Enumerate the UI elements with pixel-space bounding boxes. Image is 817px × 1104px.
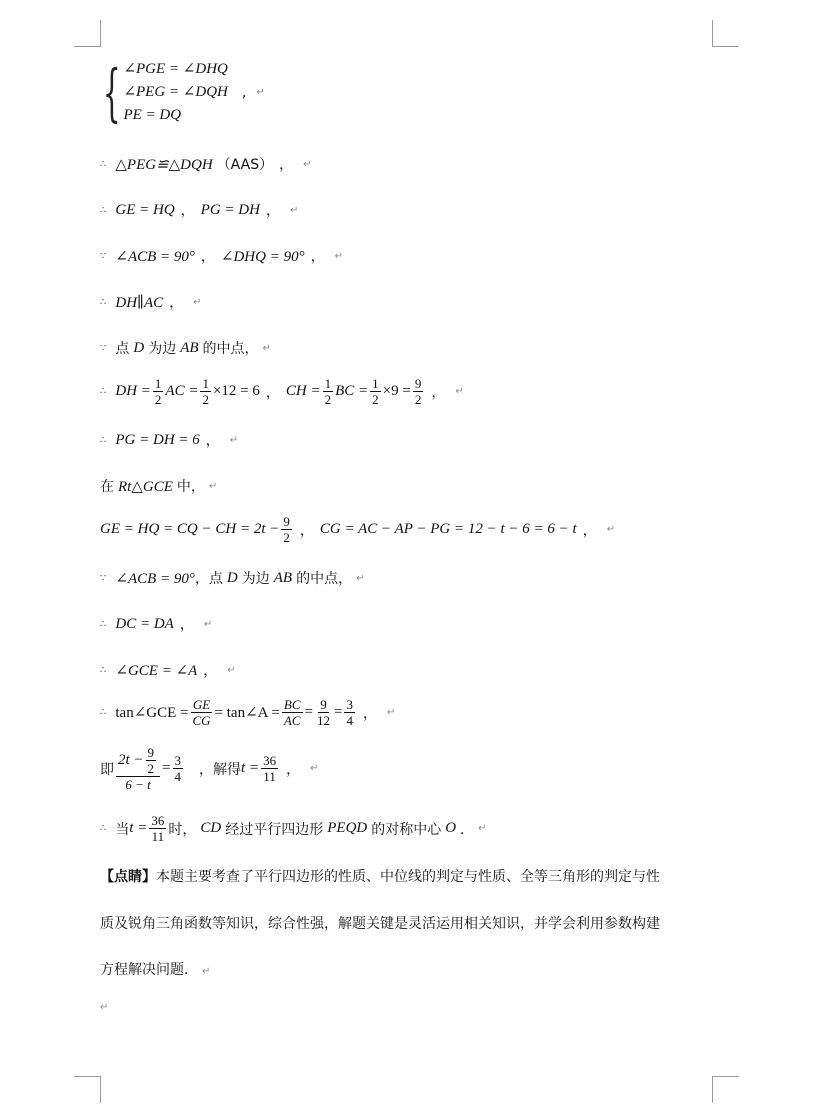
- line-tail: ，: [169, 295, 184, 311]
- denominator: 11: [263, 769, 276, 784]
- system-row-1: ∠PGE = ∠DHQ: [123, 61, 228, 77]
- expr-a: PG = DH = 6: [115, 431, 200, 448]
- fraction: [281, 514, 292, 545]
- page-corner-top-left: [74, 20, 101, 47]
- line-in-triangle: [100, 476, 217, 496]
- fraction: [370, 376, 381, 407]
- var-peqd: PEQD: [327, 820, 368, 836]
- expr: tan∠GCE =: [115, 705, 189, 721]
- numerator: 3: [174, 753, 182, 768]
- triangle-name: Rt△GCE: [118, 478, 173, 495]
- expr-a: ∠GCE = ∠A: [115, 662, 198, 679]
- therefore-symbol: ∴: [100, 296, 106, 308]
- text: 即: [100, 761, 114, 778]
- text: 经过平行四边形: [225, 821, 324, 838]
- expr: = tan∠A =: [214, 705, 280, 721]
- expr: CG = AC − AP − PG = 12 − t − 6 = 6 − t: [319, 521, 577, 537]
- text: ，点: [194, 571, 223, 587]
- return-mark: ↵: [203, 618, 213, 630]
- comma: ，: [265, 384, 280, 401]
- return-mark: ↵: [386, 707, 396, 718]
- denominator: 2: [414, 392, 422, 407]
- compound-fraction: [116, 745, 160, 792]
- numerator: 36: [151, 813, 165, 828]
- compound-numerator: [116, 745, 160, 777]
- return-mark: ↵: [289, 204, 299, 216]
- denominator: 12: [316, 713, 330, 728]
- line-tail: ，: [205, 433, 220, 449]
- line-tail: ，: [310, 249, 325, 265]
- numerator: 3: [346, 697, 353, 712]
- numerator: BC: [283, 697, 301, 712]
- denominator: AC: [283, 713, 301, 728]
- therefore-symbol: ∴: [100, 386, 106, 397]
- line-conclusion: [100, 813, 487, 844]
- var-ab: AB: [273, 569, 293, 586]
- var-ab: AB: [180, 339, 199, 356]
- expr-a: ∠ACB = 90°: [115, 248, 195, 265]
- denominator: 2: [283, 530, 290, 545]
- expr: ×9 =: [382, 383, 411, 399]
- expr: GE = HQ = CQ − CH = 2t −: [100, 521, 280, 537]
- line-lengths: [100, 376, 464, 407]
- line-tail: ，: [203, 663, 218, 679]
- var-cd: CD: [200, 820, 222, 836]
- fraction: [149, 813, 166, 844]
- expr: CH =: [285, 383, 321, 399]
- line-parallel: [100, 292, 202, 312]
- expr: =: [162, 760, 171, 776]
- expr: 2t −: [118, 752, 144, 768]
- numerator: 36: [263, 753, 277, 768]
- expr: t =: [241, 760, 260, 776]
- fraction: [344, 697, 355, 728]
- expr-a: GE = HQ: [115, 201, 175, 218]
- comment-line-1: [100, 866, 720, 886]
- system-row-3: PE = DQ: [123, 107, 182, 123]
- text: 中，: [176, 479, 205, 495]
- numerator: 9: [320, 697, 327, 712]
- return-mark: ↵: [227, 664, 236, 676]
- denominator: 11: [151, 829, 165, 844]
- expr-b: PG = DH: [200, 201, 260, 218]
- denominator: 2: [154, 392, 162, 407]
- empty-line: [100, 998, 720, 1014]
- return-mark: ↵: [100, 1002, 109, 1013]
- line-solve: [100, 745, 318, 792]
- line-tan: [100, 697, 395, 728]
- numerator: 9: [147, 745, 155, 760]
- fraction: [173, 753, 184, 784]
- expr: t =: [129, 820, 148, 836]
- return-mark: ↵: [356, 572, 365, 584]
- therefore-symbol: ∴: [100, 823, 106, 834]
- expr: AC =: [165, 383, 199, 399]
- comma: ，: [299, 522, 314, 539]
- return-mark: ↵: [606, 524, 616, 535]
- therefore-symbol: ∴: [100, 664, 106, 676]
- numerator: GE: [192, 697, 211, 712]
- fraction: [261, 753, 278, 784]
- return-mark: ↵: [202, 966, 211, 977]
- denominator: 2: [372, 392, 379, 407]
- fraction: [323, 376, 334, 407]
- therefore-symbol: ∴: [100, 618, 106, 630]
- text: 在: [100, 479, 114, 495]
- comment-tag: 【点睛】: [100, 869, 156, 885]
- expr: DH =: [115, 383, 151, 399]
- return-mark: ↵: [455, 386, 464, 397]
- expr-a: DH∥AC: [115, 294, 164, 311]
- text: 时，: [168, 821, 197, 838]
- therefore-symbol: ∴: [100, 158, 106, 170]
- return-mark: ↵: [193, 296, 202, 308]
- return-mark: ↵: [334, 250, 343, 262]
- system-tail: ,: [241, 84, 247, 101]
- return-mark: ↵: [478, 823, 487, 834]
- numerator: 1: [324, 376, 332, 391]
- text: 为边: [241, 571, 270, 587]
- denominator: 4: [174, 769, 182, 784]
- equation-system: [100, 55, 265, 129]
- fraction: [315, 697, 332, 728]
- line-ge-cg: [100, 514, 615, 545]
- text: ，解得: [199, 761, 242, 778]
- fraction: [153, 376, 164, 407]
- text: 点: [115, 341, 130, 357]
- text: 当: [115, 821, 130, 838]
- numerator: 9: [414, 376, 422, 391]
- because-symbol: ∵: [100, 250, 106, 262]
- line-tail: ，: [286, 761, 301, 778]
- because-symbol: ∵: [100, 572, 106, 584]
- line-tail: ，: [279, 157, 294, 173]
- numerator: 1: [372, 376, 379, 391]
- return-mark: ↵: [229, 434, 239, 446]
- therefore-symbol: ∴: [100, 204, 106, 216]
- comment-text-3: 方程解决问题．: [100, 962, 198, 978]
- page-corner-bottom-right: [712, 1076, 739, 1103]
- var-d: D: [133, 339, 145, 356]
- comment-text-2: 质及锐角三角函数等知识，综合性强，解题关键是灵活运用相关知识，并学会利用参数构建: [100, 916, 660, 932]
- return-mark: ↵: [208, 480, 218, 492]
- denominator: 2: [147, 761, 155, 776]
- fraction: [282, 697, 303, 728]
- fraction: [190, 697, 212, 728]
- line-equal-sides: [100, 200, 298, 220]
- line-tail: ，: [362, 705, 377, 722]
- return-mark: ↵: [310, 763, 319, 774]
- comment-text-1: 本题主要考查了平行四边形的性质、中位线的判定与性质、全等三角形的判定与性: [156, 869, 660, 885]
- denominator: 2: [324, 392, 332, 407]
- line-midpoint: [100, 338, 271, 358]
- denominator: 4: [346, 713, 353, 728]
- denominator: 2: [202, 392, 209, 407]
- line-tail: ，: [582, 522, 597, 539]
- expr: =: [333, 704, 343, 720]
- line-acb-midpoint: [100, 568, 364, 588]
- page-corner-top-right: [712, 20, 739, 47]
- because-symbol: ∵: [100, 342, 106, 354]
- denominator: CG: [192, 713, 211, 728]
- expr: ∠ACB = 90°: [115, 570, 195, 587]
- line-angle-gce: [100, 660, 236, 680]
- page-corner-bottom-left: [74, 1076, 101, 1103]
- line-tail: ，: [431, 384, 446, 401]
- numerator: 1: [154, 376, 162, 391]
- line-tail: ，: [265, 203, 280, 219]
- return-mark: ↵: [256, 87, 265, 98]
- therefore-symbol: ∴: [100, 434, 106, 446]
- return-mark: ↵: [303, 158, 312, 170]
- inner-fraction: [146, 745, 157, 776]
- expr: ×12 = 6: [212, 383, 260, 399]
- numerator: 9: [283, 514, 290, 529]
- comma: ，: [180, 203, 195, 219]
- system-rows: [123, 58, 227, 127]
- text: 的中点，: [202, 341, 259, 357]
- comment-line-2: [100, 913, 720, 933]
- expr: =: [304, 704, 313, 720]
- congruence-expr: △PEG≌△DQH: [115, 156, 213, 173]
- congruence-note: （AAS）: [216, 157, 274, 173]
- fraction: [413, 376, 424, 407]
- expr: BC =: [335, 383, 369, 399]
- var-d: D: [226, 569, 238, 586]
- therefore-symbol: ∴: [100, 707, 106, 718]
- comma: ，: [200, 249, 215, 265]
- text: 为边: [148, 341, 177, 357]
- fraction: [200, 376, 211, 407]
- line-right-angles: [100, 246, 343, 266]
- line-dc-da: [100, 614, 212, 634]
- line-pg: [100, 430, 238, 450]
- compound-denominator: 6 − t: [125, 777, 151, 792]
- left-brace: {: [102, 55, 121, 129]
- text: 的对称中心: [371, 821, 442, 838]
- line-congruence: [100, 154, 312, 174]
- comment-line-3: [100, 959, 720, 979]
- expr-a: DC = DA: [115, 615, 174, 632]
- text: 的中点，: [296, 571, 353, 587]
- text: ．: [460, 821, 475, 838]
- numerator: 1: [202, 376, 209, 391]
- system-row-2: ∠PEG = ∠DQH: [123, 84, 228, 100]
- line-tail: ，: [179, 617, 194, 633]
- return-mark: ↵: [262, 342, 271, 354]
- expr-b: ∠DHQ = 90°: [220, 248, 305, 265]
- var-o: O: [445, 820, 457, 836]
